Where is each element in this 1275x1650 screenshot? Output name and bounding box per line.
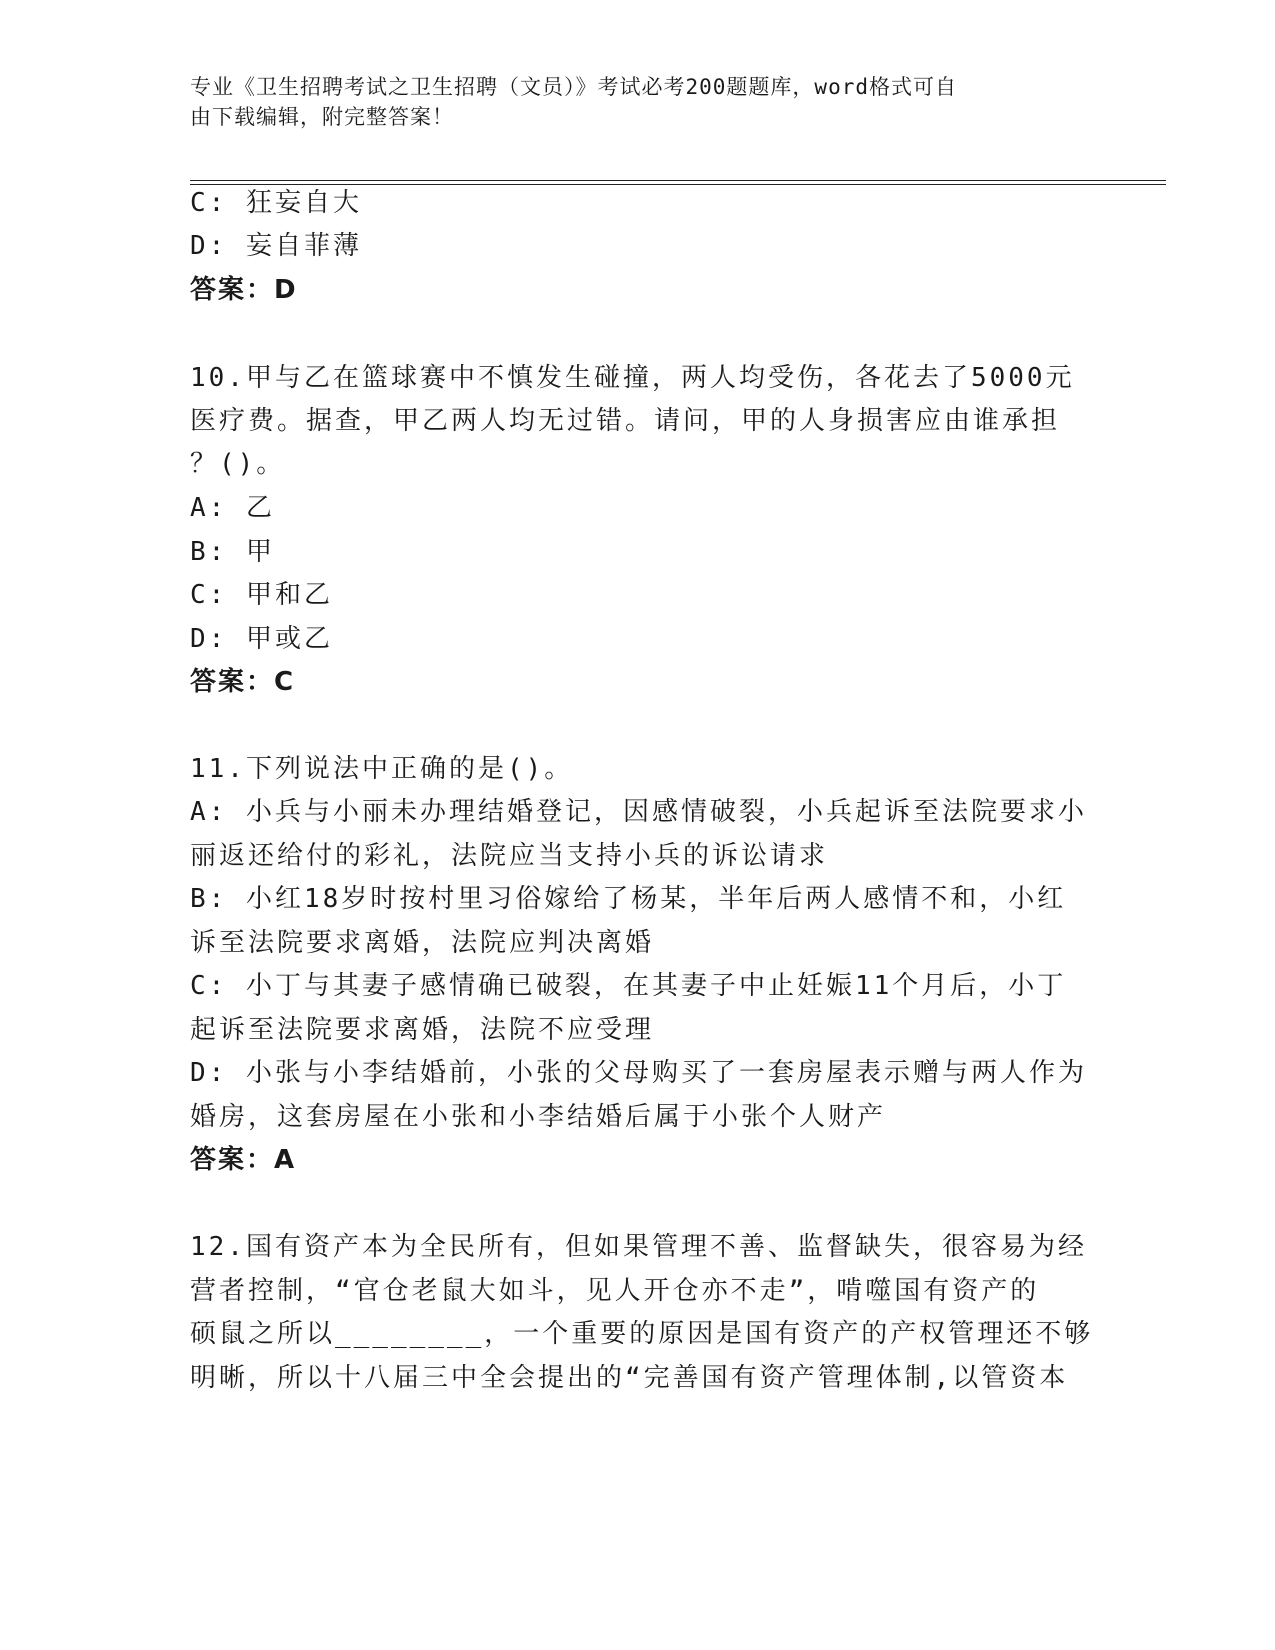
- header-divider-top: [190, 180, 1166, 181]
- header-line-1: 专业《卫生招聘考试之卫生招聘（文员）》考试必考200题题库，word格式可自: [190, 75, 957, 99]
- q10-option-c: C: 甲和乙: [190, 580, 333, 610]
- q10-answer: 答案：C: [190, 667, 296, 697]
- q11-option-b-line-2: 诉至法院要求离婚，法院应判决离婚: [190, 928, 655, 958]
- header-divider-bottom: [190, 184, 1166, 185]
- q11-option-c-line-2: 起诉至法院要求离婚，法院不应受理: [190, 1015, 655, 1045]
- q11-option-c-line-1: C: 小丁与其妻子感情确已破裂，在其妻子中止妊娠11个月后，小丁: [190, 971, 1067, 1001]
- q11-stem: 11.下列说法中正确的是()。: [190, 754, 574, 784]
- q11-answer: 答案：A: [190, 1145, 297, 1175]
- q12-stem-line-2: 营者控制，“官仓老鼠大如斗，见人开仓亦不走”，啃噬国有资产的: [190, 1276, 1040, 1306]
- q11-option-d-line-1: D: 小张与小李结婚前，小张的父母购买了一套房屋表示赠与两人作为: [190, 1058, 1087, 1088]
- q9-answer: 答案：D: [190, 275, 298, 305]
- q10-option-b: B: 甲: [190, 537, 275, 567]
- q12-stem-line-4: 明晰，所以十八届三中全会提出的“完善国有资产管理体制,以管资本: [190, 1363, 1069, 1393]
- q10-option-a: A: 乙: [190, 493, 275, 523]
- header-line-2: 由下载编辑，附完整答案！: [190, 105, 454, 129]
- q11-option-a-line-1: A: 小兵与小丽未办理结婚登记，因感情破裂，小兵起诉至法院要求小: [190, 797, 1087, 827]
- q11-option-a-line-2: 丽返还给付的彩礼，法院应当支持小兵的诉讼请求: [190, 841, 829, 871]
- q10-stem-line-3: ？()。: [190, 449, 286, 479]
- q9-option-d: D: 妄自菲薄: [190, 231, 362, 261]
- q9-option-c: C: 狂妄自大: [190, 188, 362, 218]
- q10-option-d: D: 甲或乙: [190, 624, 333, 654]
- q10-stem-line-1: 10.甲与乙在篮球赛中不慎发生碰撞，两人均受伤，各花去了5000元: [190, 363, 1075, 393]
- q11-option-d-line-2: 婚房，这套房屋在小张和小李结婚后属于小张个人财产: [190, 1102, 887, 1132]
- q12-stem-line-1: 12.国有资产本为全民所有，但如果管理不善、监督缺失，很容易为经: [190, 1232, 1087, 1262]
- document-header: [190, 72, 1090, 132]
- q10-stem-line-2: 医疗费。据查，甲乙两人均无过错。请问，甲的人身损害应由谁承担: [190, 406, 1061, 436]
- q11-option-b-line-1: B: 小红18岁时按村里习俗嫁给了杨某，半年后两人感情不和，小红: [190, 884, 1067, 914]
- q12-stem-line-3: 硕鼠之所以________，一个重要的原因是国有资产的产权管理还不够: [190, 1319, 1094, 1349]
